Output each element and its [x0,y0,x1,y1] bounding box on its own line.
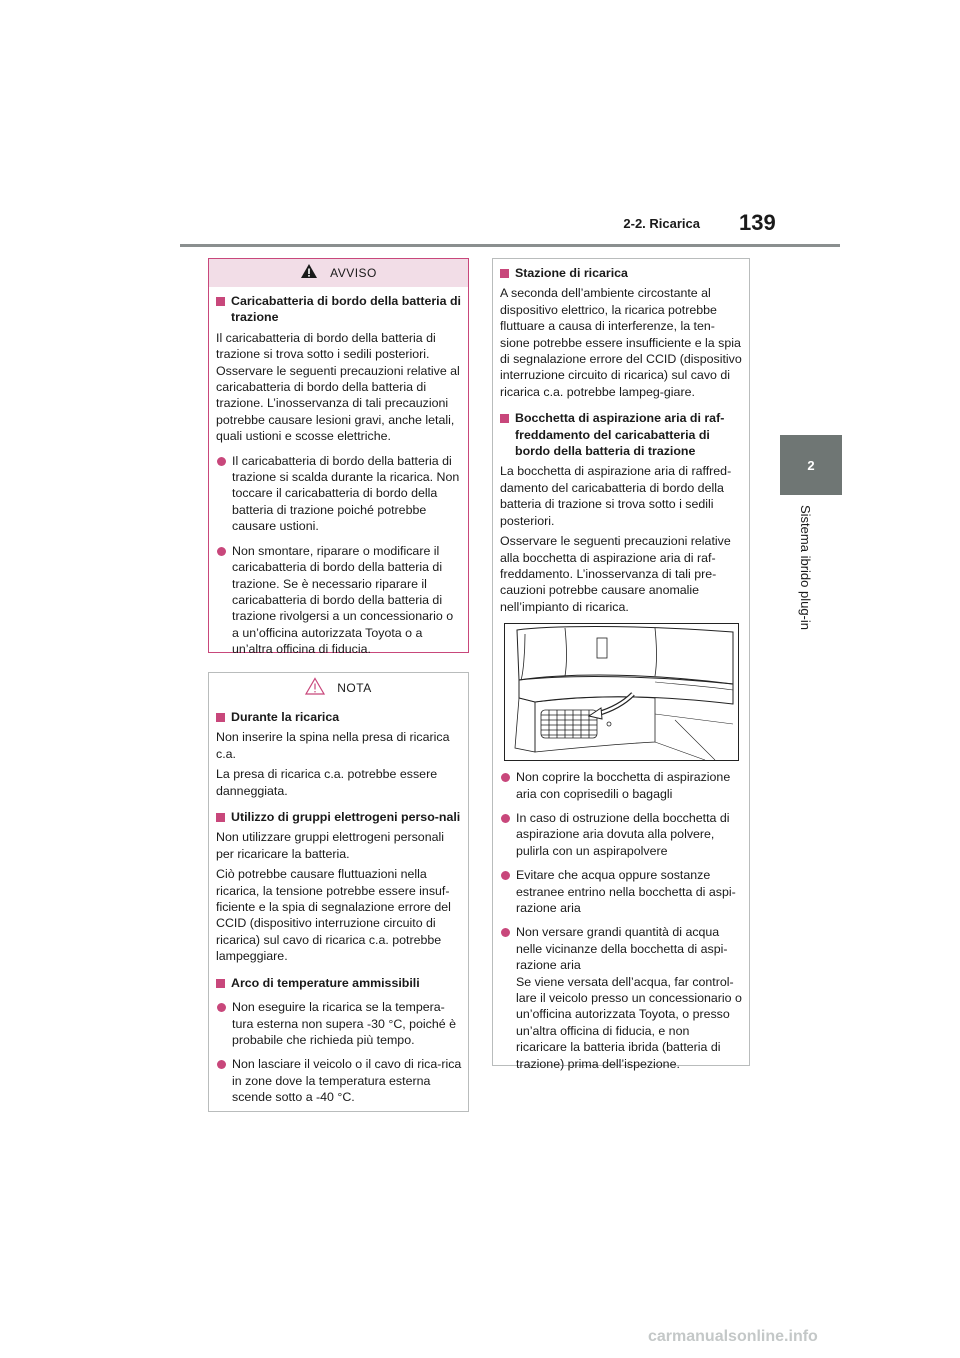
paragraph: Ciò potrebbe causare fluttuazioni nella ricarica, la tensione potrebbe essere insuf-ficiente e la spia di segnalazione errore del CCID (dispositivo interruzione circuito di ricarica) sul cavo di ricarica c.a. potrebbe lampeggiare. [216,867,451,964]
list-item [500,769,743,802]
list-item [216,1056,462,1105]
warning-triangle-icon [300,263,318,283]
note-heading [216,975,462,991]
paragraph: La bocchetta di aspirazione aria di raffred-damento del caricabatteria di bordo della batteria di trazione si trova sotto i sedili posteriori. [500,464,732,528]
air-intake-illustration [504,623,739,761]
list-item [500,810,743,859]
right-heading [500,410,743,459]
right-heading [500,265,743,281]
list-item [500,867,743,916]
list-item-text: Non lasciare il veicolo o il cavo di rica-rica in zone dove la temperatura esterna scende sotto a -40 °C. [232,1057,462,1105]
list-item-text: Non versare grandi quantità di acqua nelle vicinanze della bocchetta di aspi-razione aria [516,925,728,973]
warning-title: AVVISO [330,265,377,280]
bullet-dot-icon [217,457,226,466]
bullet-dot-icon [501,871,510,880]
section-title: 2-2. Ricarica [623,216,700,231]
section-square-icon [500,414,509,423]
warning-header [209,259,468,287]
warning-heading-text: Caricabatteria di bordo della batteria di trazione [231,294,461,325]
bullet-dot-icon [217,1003,226,1012]
list-item-text: Non coprire la bocchetta di aspirazione aria con coprisedili o bagagli [516,770,731,801]
section-square-icon [216,713,225,722]
warning-heading [216,293,462,326]
section-square-icon [216,813,225,822]
bullet-dot-icon [501,928,510,937]
note-header [209,673,468,703]
section-square-icon [500,269,509,278]
section-square-icon [216,979,225,988]
paragraph: A seconda dell’ambiente circostante al dispositivo elettrico, la ricarica potrebbe fluttuare a causa di interferenze, la ten-sione potrebbe essere insufficiente e la spia di segnalazione errore del CCID (dispositivo interruzione circuito di ricarica) sul cavo di ricarica c.a. potrebbe lampeg-giare. [500,286,742,399]
paragraph: La presa di ricarica c.a. potrebbe essere danneggiata. [216,767,438,798]
list-item-extra: Se viene versata dell’acqua, far control-lare il veicolo presso un concessionario o un’officina autorizzata Toyota, o presso un’altra officina di fiducia, e non ricaricare la batteria ibrida (batteria di trazione) prima dell’ispezione. [516,974,742,1071]
list-item-text: Non smontare, riparare o modificare il caricabatteria di bordo della batteria di trazione. Se è necessario riparare il caricabatteria di bordo della batteria di trazione rivolgersi a un concessionario o a un’officina autorizzata Toyota o a un’altra officina di fiducia. [232,543,454,657]
list-item-text: Il caricabatteria di bordo della batteria di trazione si scalda durante la ricarica. Non toccare il caricabatteria di bordo della batteria di trazione poiché potrebbe causare ustioni. [232,453,460,534]
note-triangle-icon [305,677,325,699]
chapter-title: Sistema ibrido plug-in [798,505,813,631]
note-box [208,672,469,1112]
section-square-icon [216,297,225,306]
note-heading-text: Arco di temperature ammissibili [231,975,420,990]
note-heading [216,809,462,825]
list-item-text: Evitare che acqua oppure sostanze estranee entrino nella bocchetta di aspi-razione aria [516,868,736,915]
bullet-dot-icon [501,773,510,782]
list-item [216,453,462,535]
right-heading-text: Stazione di ricarica [515,266,628,280]
right-heading-text: Bocchetta di aspirazione aria di raf-freddamento del caricabatteria di bordo della batteria di trazione [515,411,725,459]
paragraph: Non inserire la spina nella presa di ricarica c.a. [216,730,450,761]
watermark: carmanualsonline.info [648,1328,818,1345]
warning-intro: Il caricabatteria di bordo della batteria di trazione si trova sotto i sedili posteriori. Osservare le seguenti precauzioni relative al caricabatteria di bordo della batteria di trazione. L’inosservanza di tali precauzioni potrebbe causare lesioni gravi, anche letali, quali ustioni e scosse elettriche. [216,330,460,444]
header-rule [180,244,840,247]
bullet-dot-icon [217,547,226,556]
list-item [216,999,462,1048]
right-column-box [492,258,750,1071]
list-item [216,543,462,658]
note-title: NOTA [337,680,372,695]
paragraph: Non utilizzare gruppi elettrogeni personali per ricaricare la batteria. [216,830,444,861]
note-heading [216,709,462,725]
note-heading-text: Utilizzo di gruppi elettrogeni perso-nali [231,810,461,825]
note-heading-text: Durante la ricarica [231,710,340,724]
list-item-text: Non eseguire la ricarica se la tempera-tura esterna non supera -30 °C, poiché è probabile che richieda più tempo. [232,1000,456,1047]
warning-box [208,258,469,657]
bullet-dot-icon [501,814,510,823]
bullet-dot-icon [217,1060,226,1069]
paragraph: Osservare le seguenti precauzioni relative alla bocchetta di aspirazione aria di raf-freddamento. L’inosservanza di tali pre-cauzioni potrebbe causare anomalie nell’impianto di ricarica. [500,534,731,614]
list-item [500,924,743,1072]
list-item-text: In caso di ostruzione della bocchetta di aspirazione aria dovuta alla polvere, pulirla con un aspirapolvere [516,810,730,858]
list-item-body [516,924,743,1072]
chapter-tab[interactable]: 2 [780,435,842,495]
page-number: 139 [739,210,776,235]
